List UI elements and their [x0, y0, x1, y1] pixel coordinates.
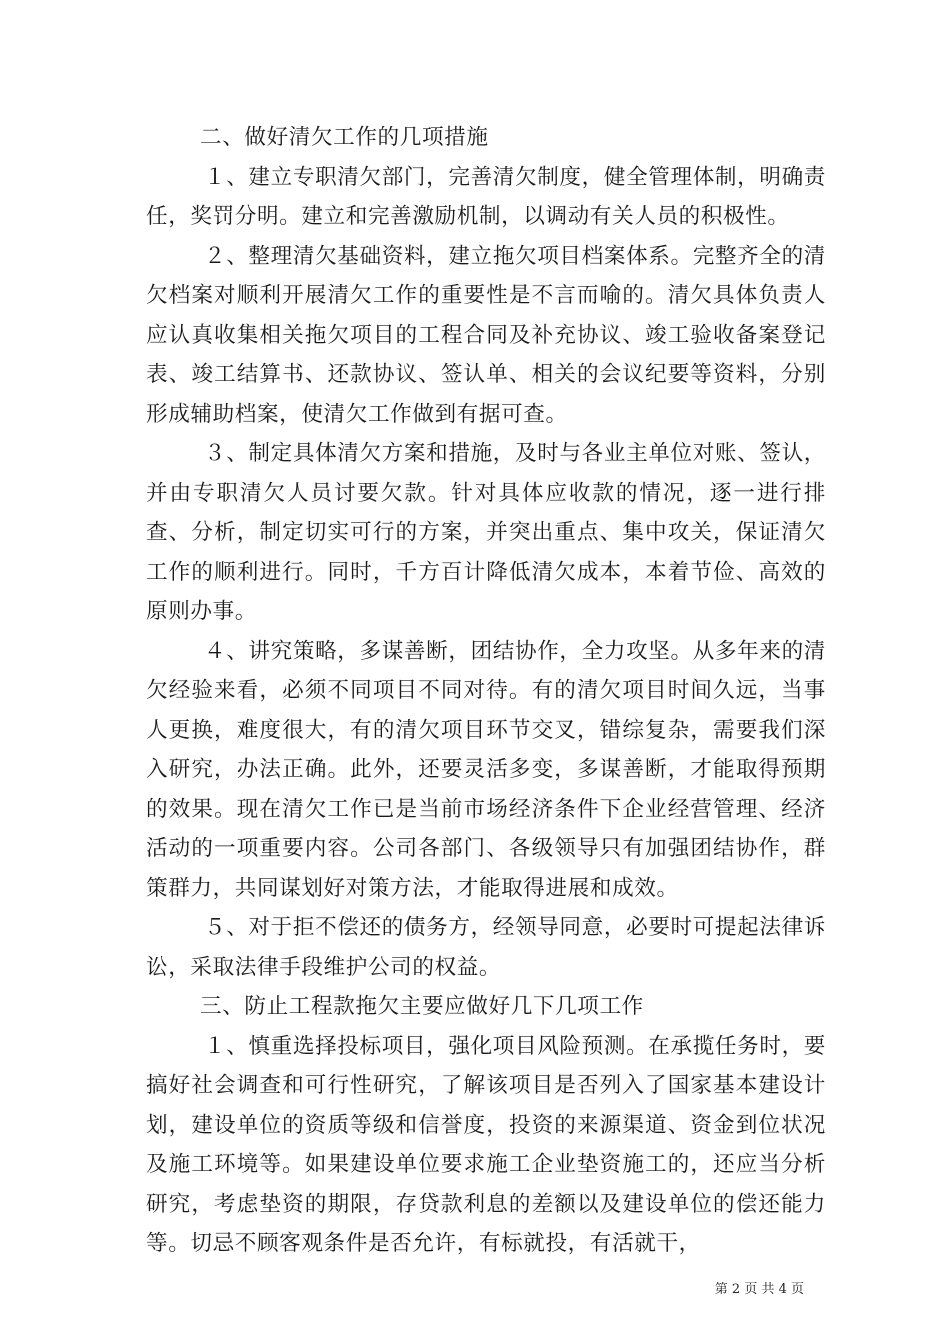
paragraph: ３、制定具体清欠方案和措施，及时与各业主单位对账、签认，并由专职清欠人员讨要欠款。针对具体应收款的情况，逐一进行排查、分析，制定切实可行的方案，并突出重点、集中攻关，保证清欠工作的顺利进行。同时，千方百计降低清欠成本，本着节俭、高效的原则办事。	[146, 441, 826, 624]
paragraph: ２、整理清欠基础资料，建立拖欠项目档案体系。完整齐全的清欠档案对顺利开展清欠工作的重要性是不言而喻的。清欠具体负责人应认真收集相关拖欠项目的工程合同及补充协议、竣工验收备案登记表、竣工结算书、还款协议、签认单、相关的会议纪要等资料，分别形成辅助档案，使清欠工作做到有据可查。	[146, 243, 826, 427]
paragraph: ４、讲究策略，多谋善断，团结协作，全力攻坚。从多年来的清欠经验来看，必须不同项目不同对待。有的清欠项目时间久远，当事人更换，难度很大，有的清欠项目环节交叉，错综复杂，需要我们深入研究，办法正确。此外，还要灵活多变，多谋善断，才能取得预期的效果。现在清欠工作已是当前市场经济条件下企业经营管理、经济活动的一项重要内容。公司各部门、各级领导只有加强团结协作，群策群力，共同谋划好对策方法，才能取得进展和成效。	[146, 638, 826, 901]
page-number: 第 2 页 共 4 页	[714, 1282, 804, 1297]
paragraph: １、慎重选择投标项目，强化项目风险预测。在承揽任务时，要搞好社会调查和可行性研究，了解该项目是否列入了国家基本建设计划，建设单位的资质等级和信誉度，投资的来源渠道、资金到位状况及施工环境等。如果建设单位要求施工企业垫资施工的，还应当分析研究，考虑垫资的期限，存贷款利息的差额以及建设单位的偿还能力等。切忌不顾客观条件是否允许，有标就投，有活就干，	[146, 1033, 826, 1256]
section-heading: 二、做好清欠工作的几项措施	[200, 125, 489, 150]
section-heading: 三、防止工程款拖欠主要应做好几下几项工作	[200, 994, 644, 1019]
document-body	[146, 118, 826, 1264]
paragraph: １、建立专职清欠部门，完善清欠制度，健全管理体制，明确责任，奖罚分明。建立和完善激励机制，以调动有关人员的积极性。	[146, 164, 826, 229]
paragraph: ５、对于拒不偿还的债务方，经领导同意，必要时可提起法律诉讼，采取法律手段维护公司的权益。	[146, 915, 826, 980]
